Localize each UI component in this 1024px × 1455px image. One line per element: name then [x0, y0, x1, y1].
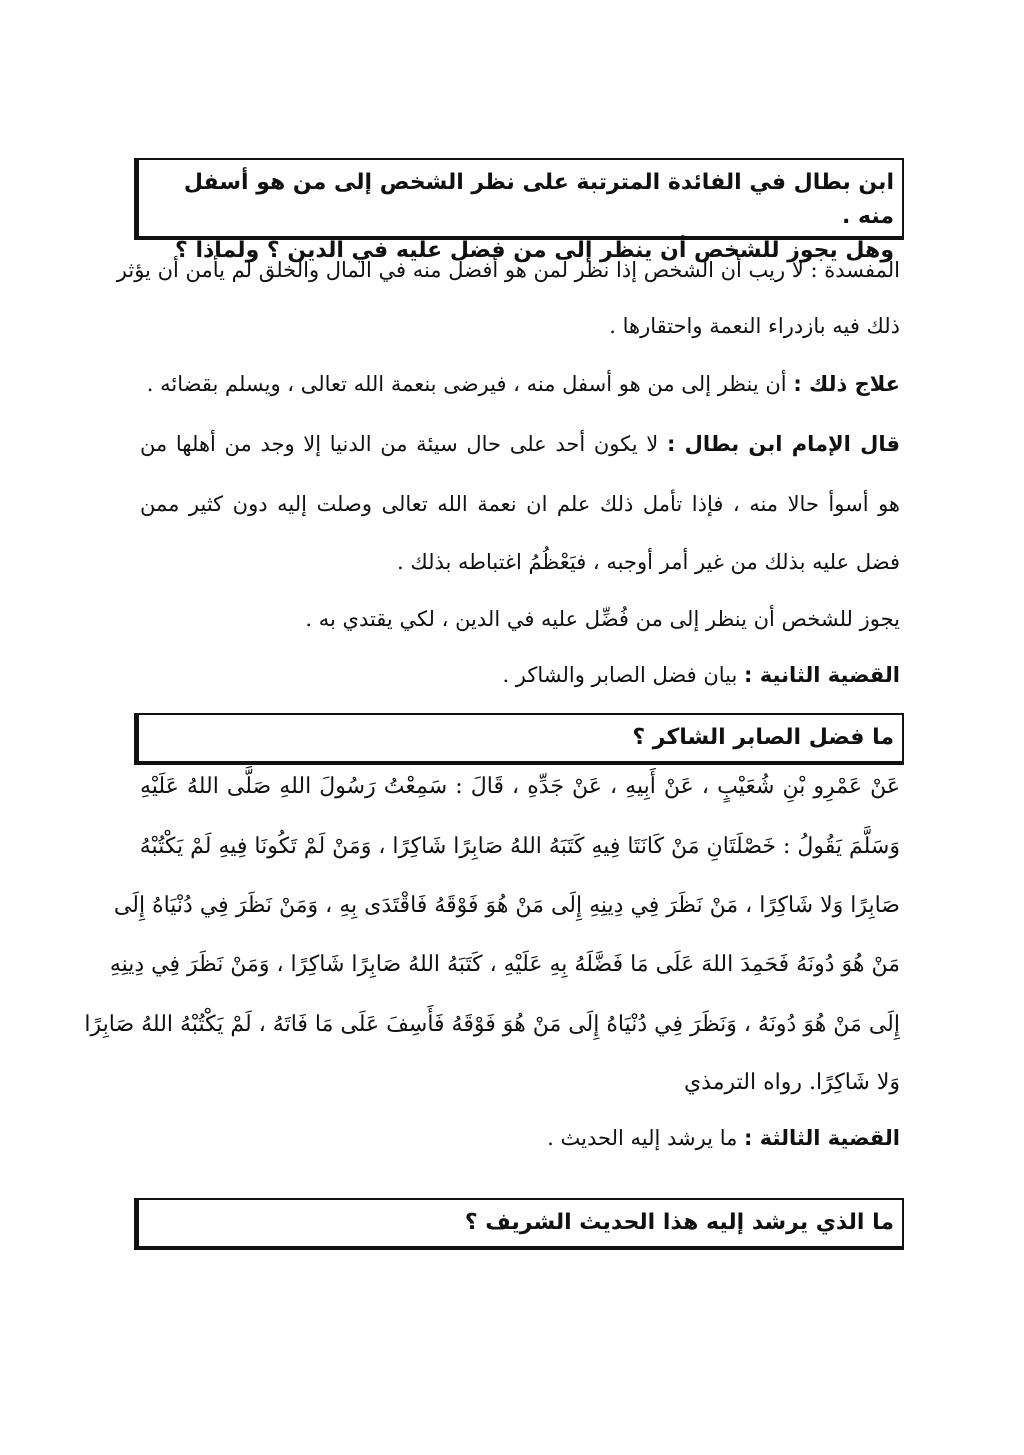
hadith-line-6: وَلا شَاكِرًا. رواه الترمذي — [683, 1070, 900, 1095]
answer-line-2: ذلك فيه بازدراء النعمة واحتقارها . — [609, 314, 900, 338]
issue-3-line — [140, 1126, 900, 1150]
imam-line — [140, 432, 900, 456]
question-1-line-2: وهل يجوز للشخص أن ينظر إلى من فضل عليه في الدين ؟ ولماذا ؟ — [175, 238, 894, 263]
issue-3-label: القضية الثالثة : — [744, 1126, 900, 1150]
answer-line-1: المفسدة : لا ريب أن الشخص إذا نظر لمن هو أفضل منه في المال والخلق لم يأمن أن يؤثر — [116, 258, 900, 282]
issue-2-label: القضية الثانية : — [744, 663, 900, 687]
issue-2-line — [140, 663, 900, 687]
imam-text: لا يكون أحد على حال سيئة من الدنيا إلا وجد من أهلها من — [140, 432, 659, 456]
cure-line — [140, 372, 900, 396]
answer-line-7: يجوز للشخص أن ينظر إلى من فُضِّل عليه في الدين ، لكي يقتدي به . — [305, 607, 900, 631]
question-box-3 — [134, 1198, 904, 1250]
answer-line-5: هو أسوأ حالا منه ، فإذا تأمل ذلك علم ان نعمة الله تعالى وصلت إليه دون كثير ممن — [140, 492, 900, 516]
question-2-text: ما فضل الصابر الشاكر ؟ — [632, 725, 894, 750]
question-box-2 — [134, 713, 904, 765]
imam-label: قال الإمام ابن بطال : — [666, 432, 901, 456]
hadith-line-4: مَنْ هُوَ دُونَهُ فَحَمِدَ اللهَ عَلَى مَا فَضَّلَهُ بِهِ عَلَيْهِ ، كَتَبَهُ اللهُ صَابِرًا شَاكِرًا ، وَمَنْ نَظَرَ فِي دِينِهِ — [109, 952, 900, 977]
hadith-line-1: عَنْ عَمْرِو بْنِ شُعَيْبٍ ، عَنْ أَبِيهِ ، عَنْ جَدِّهِ ، قَالَ : سَمِعْتُ رَسُولَ اللهِ صَلَّى اللهُ عَلَيْهِ — [140, 774, 900, 799]
issue-3-text: ما يرشد إليه الحديث . — [547, 1126, 738, 1150]
answer-line-6: فضل عليه بذلك من غير أمر أوجبه ، فيَعْظُمُ اغتباطه بذلك . — [397, 550, 900, 574]
cure-text: أن ينظر إلى من هو أسفل منه ، فيرضى بنعمة الله تعالى ، ويسلم بقضائه . — [146, 372, 787, 396]
hadith-line-3: صَابِرًا وَلا شَاكِرًا ، مَنْ نَظَرَ فِي دِينِهِ إِلَى مَنْ هُوَ فَوْقَهُ فَاقْتَدَى بِهِ ، وَمَنْ نَظَرَ فِي دُنْيَاهُ إِلَى — [113, 893, 900, 918]
question-1-line-1: ابن بطال في الفائدة المترتبة على نظر الشخص إلى من هو أسفل منه . — [183, 170, 894, 229]
hadith-line-5: إِلَى مَنْ هُوَ دُونَهُ ، وَنَظَرَ فِي دُنْيَاهُ إِلَى مَنْ هُوَ فَوْقَهُ فَأَسِفَ عَلَى مَا فَاتَهُ ، لَمْ يَكْتُبْهُ اللهُ صَابِرًا — [84, 1012, 900, 1037]
issue-2-text: بيان فضل الصابر والشاكر . — [502, 663, 738, 687]
cure-label: علاج ذلك : — [793, 372, 900, 396]
question-box-1 — [134, 158, 904, 263]
question-3-text: ما الذي يرشد إليه هذا الحديث الشريف ؟ — [464, 1210, 894, 1235]
hadith-line-2: وَسَلَّمَ يَقُولُ : خَصْلَتَانِ مَنْ كَانَتَا فِيهِ كَتَبَهُ اللهُ صَابِرًا شَاكِرًا ، وَمَنْ لَمْ تَكُونَا فِيهِ لَمْ يَكْتُبْهُ — [139, 834, 900, 859]
